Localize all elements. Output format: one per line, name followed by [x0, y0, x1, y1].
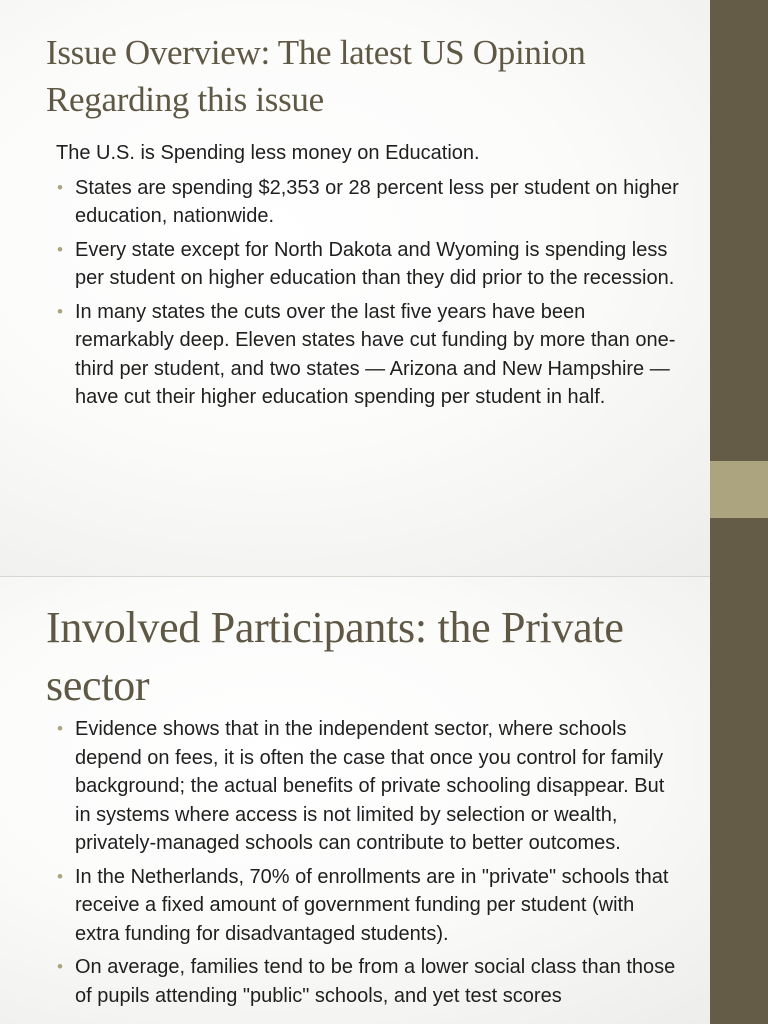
bullet-icon: • — [57, 719, 63, 738]
slide-title: Issue Overview: The latest US Opinion Regarding this issue — [46, 33, 586, 119]
bullet-text: On average, families tend to be from a lower social class than those of pupils attending "public" schools, and yet test scores — [75, 956, 676, 1007]
bullet-icon: • — [57, 239, 63, 259]
bullet-text: States are spending $2,353 or 28 percent less per student on higher education, nationwide. — [75, 176, 679, 227]
slide-body — [56, 715, 680, 1015]
bullet-item — [56, 236, 680, 293]
bullet-item — [56, 298, 680, 412]
decorative-side-accent — [710, 461, 768, 518]
bullet-item — [56, 953, 680, 1010]
slide-title: Involved Participants: the Private sector — [46, 603, 624, 710]
bullet-text: In the Netherlands, 70% of enrollments are in "private" schools that receive a fixed amount of government funding per student (with extra funding for disadvantaged students). — [75, 865, 669, 945]
bullet-text: In many states the cuts over the last five years have been remarkably deep. Eleven states have cut funding by more than one-third per student, and two states — Arizona and New Hampshire — have cut their higher education spending per student in half. — [75, 300, 676, 408]
bullet-list — [56, 174, 680, 412]
bullet-icon: • — [57, 957, 63, 976]
bullet-icon: • — [57, 177, 63, 197]
bullet-item — [56, 715, 680, 858]
bullet-text: Evidence shows that in the independent sector, where schools depend on fees, it is often the case that once you control for family background; the actual benefits of private schooling disappear. But in systems where access is not limited by selection or wealth, privately-managed schools can contribute to better outcomes. — [75, 718, 665, 854]
intro-text: The U.S. is Spending less money on Education. — [56, 142, 480, 164]
slide-body — [56, 139, 680, 417]
bullet-item — [56, 174, 680, 231]
slide-private-sector — [0, 577, 768, 1024]
bullet-list — [56, 715, 680, 1010]
bullet-icon: • — [57, 301, 63, 321]
bullet-item — [56, 863, 680, 949]
bullet-icon: • — [57, 866, 63, 886]
bullet-text: Every state except for North Dakota and Wyoming is spending less per student on higher education than they did prior to the recession. — [75, 238, 675, 289]
